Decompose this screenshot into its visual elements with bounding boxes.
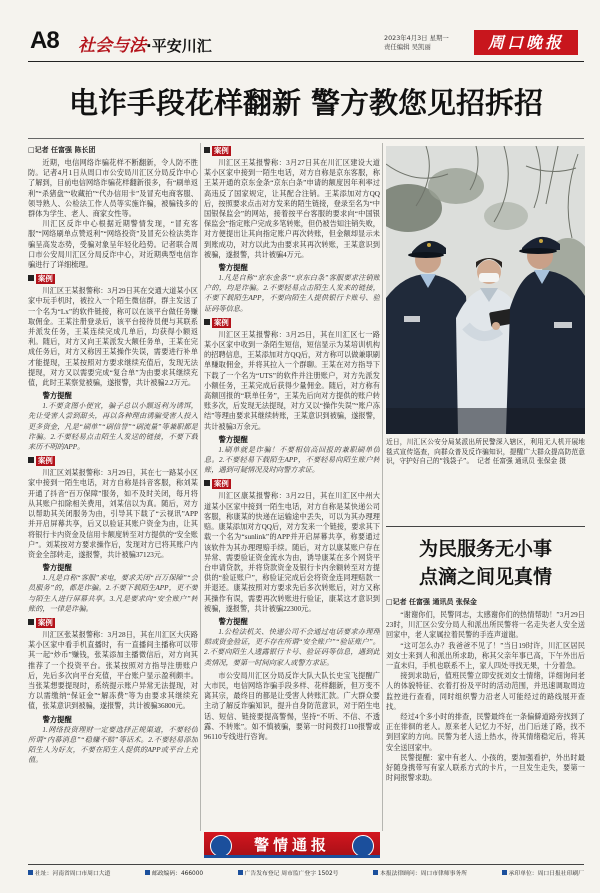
footer-item-text: 社址：河南省周口市周口大道 [35,871,111,877]
footer-item-text: 广告发布登记 周市监广登字 1502号 [244,871,339,877]
main-headline: 电诈手段花样翻新 警方教您见招拆招 [68,86,544,120]
case-heading [204,145,380,156]
banner-text: 警情通报 [253,836,330,854]
square-bullet-icon [238,870,243,875]
tip-label: 警方提醒 [218,434,248,444]
tip-label: 警方提醒 [42,563,72,573]
header-rule [28,61,584,62]
footer-item [502,869,584,879]
case-heading [28,617,198,628]
tip-text: 1.不要贪图小便宜，骗子总以小额返利为诱饵，先让受害人尝到甜头，再以各种理由诱骗受害人投入更多资金，凡是“刷单”“刷信誉”“刷流量”等兼职都是诈骗。2.不要轻易点击陌生人发送的链接，不要下载来历不明的APP。 [28,402,198,452]
square-bullet-icon [28,457,34,463]
tip-label: 警方提醒 [42,714,72,724]
footer [28,869,584,879]
photo-illustration [386,146,585,434]
subsection-name: 平安川汇 [151,37,212,55]
page-number: A8 [30,27,59,54]
newspaper-logo: 周口晚报 [474,30,578,55]
side-paragraph: “谢谢你们，民警同志，太感谢你们的热情帮助！”3月29日23时，川汇区公安分局人和派出所民警将一名走失老人安全送回家中，老人家属拉着民警的手连声道谢。 [386,611,585,640]
square-bullet-icon [145,870,150,875]
case-report: 川汇区康某报警称：3月22日，其在川汇区中州大道某小区家中接到一陌生电话，对方自称是某快递公司客服，称康某的快递在运输途中丢失，可以为其办理理赔。康某添加对方QQ后，对方发来一个链接，要求其下载一个名为“sunlink”的APP并开启屏幕共享，称要通过该软件为其办理理赔手续。随后，对方以康某账户存在异常、需要验证资金流水为由，诱导康某在多个网贷平台申请贷款，并将贷款资金及银行卡内余额转至对方提供的“验证账户”，称验证完成后会将资金连同理赔款一并退还。康某按照对方要求先后多次转账后，对方又称其操作有误，需要再次转账进行验证，康某这才意识到被骗，遂报警，共计被骗22300元。 [204,492,380,613]
case-label: 案例 [214,479,229,489]
police-bulletin-banner [204,832,380,858]
case-heading [28,273,198,284]
square-bullet-icon [28,870,33,875]
case-heading [204,478,380,489]
side-article-title-line1: 为民服务无小事 [418,538,552,560]
tip-label: 警方提醒 [218,263,248,273]
case-label: 案例 [214,317,229,327]
case-report: 川汇区王某报警称：3月27日其在川汇区建设大道某小区家中接到一陌生电话，对方自称是京东客服，称王某开通的京东金条“京东白条”申请的额度因年利率过高违反了国家规定，让其配合注销。王某添加对方QQ后，按照要求点击对方发来的陌生链接，登录至名为“中国银保监会”的网站，接着按平台客服的要求向“中国银保监会”指定账户完成多笔转账，但仍被告知注销失败，对方便提出让其向指定账户再次转账，但金额却显示未到账成功，对方以此为由要求其再次转账，王某意识到被骗，遂报警，共计被骗4万元。 [204,159,380,259]
square-bullet-icon [204,480,210,486]
tip-text: 1.刷单就是诈骗！不要相信高回报的兼职刷单信息。2.不要轻易下载陌生APP，不要轻易向陌生账户转账，遇到可疑情况及时向警方求证。 [204,445,380,475]
square-bullet-icon [204,319,210,325]
case-label: 案例 [38,617,53,627]
side-paragraph: 民警提醒：家中有老人、小孩的，要加强看护，外出时最好随身携带写有家人联系方式的卡片，一旦发生走失，要第一时间报警求助。 [386,753,585,783]
editor-credit: 责任编辑 吴凯丽 [384,43,431,51]
photo-credit: 记者 任富强 通讯员 张保金 摄 [477,457,566,466]
square-bullet-icon [502,870,507,875]
side-paragraph: 经过4个多小时的排查，民警最终在一条偏僻道路旁找到了正在徘徊的老人。原来老人记忆力不好，出门后迷了路，找不到回家的方向。民警为老人送上热水，待其情绪稳定后，将其安全送回家中。 [386,713,585,752]
tip-text: 1.凡是自称“客服”来电，要求关闭“百万保障”“会员服务”的，都是诈骗。2.不要下载陌生APP，更不要与陌生人进行屏幕共享。3.凡是要求向“安全账户”转账的，一律是诈骗。 [28,574,198,613]
case-report: 川汇区王某报警称：3月25日，其在川汇区七一路某小区家中收到一条陌生短信，短信显示为某培训机构的招聘信息，王某添加对方QQ后，对方称可以做兼职刷单赚取佣金，并将其拉入一个群聊。王某在对方指导下下载了一个名为“UTS”的软件并注册账户，对方先派发小额任务，王某完成后获得少量佣金。随后，对方称有高额回报的“联单任务”，王某先后向对方提供的账户转账多次，后发现无法提现，对方又以“操作失误”“账户冻结”等理由要求其继续转账，王某意识到被骗，遂报警，共计被骗3万余元。 [204,330,380,431]
police-emblem-icon [352,835,374,857]
tip-text: 1.网络投资理财一定要选择正规渠道，不要轻信所谓“内幕消息”“稳赚不赔”等话术。2.不要轻易添加陌生人为好友，不要在陌生人提供的APP或平台上充值。 [28,725,198,765]
section-separator: · [146,37,152,55]
side-article [386,526,585,831]
footer-item-text: 邮政编码：466000 [151,871,204,877]
tip-label: 警方提醒 [218,616,248,626]
case-report: 川汇区王某报警称：3月29日其在交通大道某小区家中玩手机时，被拉入一个陌生微信群，群主发送了一个名为“Lx”的软件链接，称可以在该平台做任务赚取佣金。王某注册登录后，该平台接待员便与其联系并派发任务，王某连续完成几单后，均获得小额返利。随后，对方又向王某派发大额任务单，王某在完成任务后，对方又称因王某操作失误，需要进行补单才能提现，王某按照对方要求继续充值后，发现无法提现，对方又以需要完成“复合单”为由要求其继续充值，此时王某察觉被骗，遂报警，共计被骗2.2万元。 [28,287,198,388]
left-column [28,145,198,831]
footer-item-text: 本报法律顾问：周口市律师事务所 [380,871,468,877]
section-title [78,31,212,56]
news-photo [386,146,585,434]
side-paragraph: “这可怎么办？我爸爸不见了！”当日19时许，川汇区居民刘女士来到人和派出所求助，称其父亲年事已高，下午外出后一直未归，手机也联系不上，家人四处寻找无果，十分着急。 [386,641,585,671]
case-label: 案例 [38,456,53,466]
footer-item [238,869,339,879]
case-label: 案例 [214,146,229,155]
case-label: 案例 [38,274,53,284]
intro-paragraph: 川汇区反诈中心根据近期警情发现，“冒充客服”“网络刷单点赞返利”“网络投资”及冒充公检法类诈骗呈高发态势，受骗对象呈年轻化趋势。记者联合周口市公安局川汇区分局反诈中心，对近期典型电信诈骗进行了详细梳理。 [28,220,198,270]
square-bullet-icon [28,275,34,281]
footer-item [28,869,110,879]
column-divider [382,143,383,831]
photo-caption [386,438,585,467]
tip-text: 1.公检法机关、快递公司不会通过电话要求办理理赔或资金验证，更不存在所谓“安全账户”“验证账户”。2.不要向陌生人透露银行卡号、验证码等信息，遇到此类情况，要第一时间向家人或警方求证。 [204,627,380,667]
column-divider [200,143,201,831]
article-byline: □记者 任富强 陈长团 [28,146,96,154]
intro-paragraph: 近期，电信网络诈骗花样不断翻新，令人防不胜防。记者4月1日从周口市公安局川汇区分局反诈中心了解到，目前电信网络诈骗花样翻新很多，有“刷单返利”“杀猪盘”“收藏拍”“代办信用卡”及冒充电商客服、领导熟人、公检法工作人员等实施诈骗，被骗钱多的群体为学生、老人、商家女性等。 [28,159,198,219]
square-bullet-icon [373,870,378,875]
footer-item-text: 承印单位：周口日报社印刷厂 [508,871,584,877]
side-article-byline: □记者 任富强 通讯员 张保金 [386,598,477,606]
issue-date: 2023年4月3日 星期一 [384,34,449,42]
footer-item [373,869,467,879]
closing-paragraph: 市公安局川汇区分局反诈大队大队长史宝飞提醒广大市民，电信网络诈骗手段多样、花样翻新，但万变不离其宗，最终目的都是让受害人转账汇款。广大群众要主动了解反诈骗知识，提升自身防范意识，对于陌生电话、短信、链接要提高警惕，坚持“不听、不信、不透露、不转账”。如不慎被骗，要第一时间拨打110报警或96110专线进行咨询。 [204,671,380,741]
side-paragraph: 接到求助后，值班民警立即安抚刘女士情绪，详细询问老人的体貌特征、衣着打扮及平时的活动范围，并迅速调取周边监控进行查看，同时组织警力沿老人可能经过的路线展开查找。 [386,672,585,711]
case-report: 川汇区刘某报警称：3月29日，其在七一路某小区家中接到一陌生电话，对方自称是抖音客服，称刘某开通了抖音“百万保障”服务，如不及时关闭，每月将从其账户扣除相关费用，刘某信以为真。随后，对方以帮助其关闭服务为由，引导其下载了“云视讯”APP并开启屏幕共享，后又以验证其账户资金为由，让其将银行卡内资金及信用卡额度转至对方提供的“安全账户”。刘某按对方要求操作后，发现对方已将其账户内资金全部转走，遂报警，共计被骗37123元。 [28,469,198,559]
case-heading [28,455,198,466]
footer-rule [28,864,584,865]
footer-item [145,869,203,879]
police-emblem-icon [210,835,232,857]
case-heading [204,317,380,328]
case-report: 川汇区张某报警称：3月28日，其在川汇区大庆路某小区家中看手机直播时，有一直播间主播称可以带其一起“炒币”赚钱，张某添加主播微信后，对方向其推荐了一个投资平台。张某按照对方指导注册账户后，先后多次向平台充值，平台账户显示盈利颇丰。当张某想要提现时，系统提示账户异常无法提现，对方以需缴纳“保证金”“解冻费”等为由要求其继续充值，张某意识到被骗，遂报警，共计被骗36800元。 [28,630,198,711]
headline-rule [28,138,584,139]
issue-info [384,34,470,52]
section-name: 社会与法 [78,36,146,56]
middle-column [204,145,380,831]
caption-text: 近日，川汇区公安分局某派出所民警深入辖区，利用无人机开展地毯式宣传巡查，向群众普及反诈骗知识，提醒广大群众提高防范意识，守护好自己的“钱袋子”。 [386,438,585,466]
banner-stripe [204,855,380,858]
square-bullet-icon [28,619,34,625]
tip-label: 警方提醒 [42,391,72,401]
side-article-title-line2: 点滴之间见真情 [418,566,552,588]
tip-text: 1.凡是自称“京东金条”“京东白条”客服要求注销账户的，均是诈骗。2.不要轻易点击陌生人发来的链接，不要下载陌生APP，不要向陌生人提供银行卡账号、验证码等信息。 [204,274,380,313]
square-bullet-icon [204,147,210,153]
